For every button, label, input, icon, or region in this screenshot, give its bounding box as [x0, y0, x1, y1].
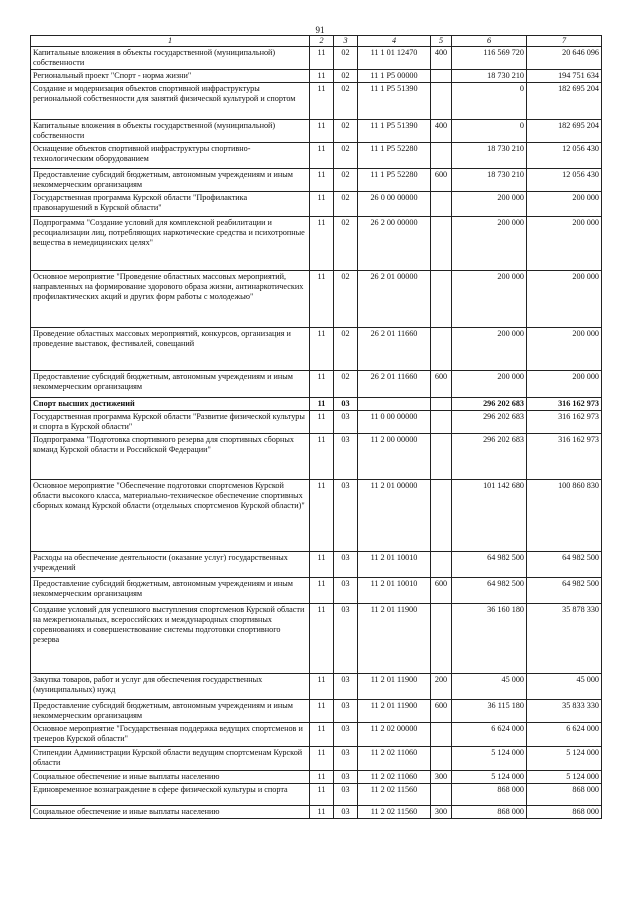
amount-year-1: 0	[452, 83, 527, 120]
amount-year-2: 182 695 204	[527, 83, 602, 120]
subsection-code: 03	[334, 604, 358, 674]
subsection-code: 03	[334, 434, 358, 480]
amount-year-2: 868 000	[527, 806, 602, 819]
section-code: 11	[310, 47, 334, 70]
amount-year-2: 200 000	[527, 328, 602, 371]
amount-year-2: 200 000	[527, 217, 602, 271]
expense-type-code: 400	[431, 120, 452, 143]
table-row	[31, 806, 602, 819]
amount-year-1: 200 000	[452, 271, 527, 328]
target-article-code: 11 2 02 11560	[358, 784, 431, 806]
amount-year-1: 36 160 180	[452, 604, 527, 674]
amount-year-2: 64 982 500	[527, 552, 602, 578]
subsection-code: 02	[334, 217, 358, 271]
section-code: 11	[310, 674, 334, 700]
expense-type-code	[431, 192, 452, 217]
amount-year-1: 45 000	[452, 674, 527, 700]
subsection-code: 03	[334, 480, 358, 552]
amount-year-2: 316 162 973	[527, 398, 602, 411]
subsection-code: 03	[334, 771, 358, 784]
expense-type-code: 300	[431, 771, 452, 784]
amount-year-1: 64 982 500	[452, 552, 527, 578]
target-article-code: 11 2 01 11900	[358, 700, 431, 723]
target-article-code: 26 0 00 00000	[358, 192, 431, 217]
target-article-code: 11 1 P5 52280	[358, 169, 431, 192]
amount-year-2: 64 982 500	[527, 578, 602, 604]
amount-year-1: 116 569 720	[452, 47, 527, 70]
section-code: 11	[310, 578, 334, 604]
table-row	[31, 328, 602, 371]
row-name: Социальное обеспечение и иные выплаты населению	[31, 806, 310, 819]
budget-table	[30, 35, 602, 819]
expense-type-code	[431, 604, 452, 674]
row-name: Капитальные вложения в объекты государственной (муниципальной) собственности	[31, 120, 310, 143]
row-name: Закупка товаров, работ и услуг для обеспечения государственных (муниципальных) нужд	[31, 674, 310, 700]
subsection-code: 03	[334, 674, 358, 700]
subsection-code: 03	[334, 700, 358, 723]
target-article-code: 11 2 01 10010	[358, 552, 431, 578]
subsection-code: 03	[334, 411, 358, 434]
table-row	[31, 120, 602, 143]
amount-year-1: 18 730 210	[452, 169, 527, 192]
section-code: 11	[310, 217, 334, 271]
amount-year-1: 36 115 180	[452, 700, 527, 723]
amount-year-1: 868 000	[452, 806, 527, 819]
column-number-row	[31, 36, 602, 47]
table-row	[31, 83, 602, 120]
subsection-code: 03	[334, 398, 358, 411]
row-name: Региональный проект "Спорт - норма жизни"	[31, 70, 310, 83]
amount-year-2: 182 695 204	[527, 120, 602, 143]
subsection-code: 03	[334, 552, 358, 578]
row-name: Основное мероприятие "Государственная поддержка ведущих спортсменов и тренеров Курской области"	[31, 723, 310, 747]
table-row	[31, 398, 602, 411]
amount-year-1: 200 000	[452, 371, 527, 398]
subsection-code: 03	[334, 784, 358, 806]
amount-year-2: 45 000	[527, 674, 602, 700]
page-number: 91	[315, 25, 325, 35]
section-code: 11	[310, 784, 334, 806]
target-article-code: 11 2 02 11060	[358, 771, 431, 784]
table-body	[31, 47, 602, 819]
amount-year-2: 100 860 830	[527, 480, 602, 552]
column-number: 2	[310, 36, 334, 47]
amount-year-2: 35 878 330	[527, 604, 602, 674]
table-row	[31, 604, 602, 674]
amount-year-1: 200 000	[452, 217, 527, 271]
amount-year-1: 0	[452, 120, 527, 143]
row-name: Подпрограмма "Подготовка спортивного резерва для спортивных сборных команд Курской области и Российской Федерации"	[31, 434, 310, 480]
section-code: 11	[310, 371, 334, 398]
target-article-code: 11 2 00 00000	[358, 434, 431, 480]
target-article-code: 11 2 01 11900	[358, 604, 431, 674]
amount-year-1: 18 730 210	[452, 70, 527, 83]
table-row	[31, 771, 602, 784]
expense-type-code: 600	[431, 578, 452, 604]
target-article-code: 11 2 02 11060	[358, 747, 431, 771]
amount-year-2: 316 162 973	[527, 411, 602, 434]
expense-type-code	[431, 70, 452, 83]
table-row	[31, 434, 602, 480]
expense-type-code	[431, 271, 452, 328]
amount-year-2: 868 000	[527, 784, 602, 806]
amount-year-1: 296 202 683	[452, 398, 527, 411]
row-name: Спорт высших достижений	[31, 398, 310, 411]
amount-year-2: 35 833 330	[527, 700, 602, 723]
subsection-code: 02	[334, 143, 358, 169]
target-article-code: 11 1 P5 00000	[358, 70, 431, 83]
section-code: 11	[310, 398, 334, 411]
row-name: Предоставление субсидий бюджетным, автономным учреждениям и иным некоммерческим организациям	[31, 371, 310, 398]
section-code: 11	[310, 120, 334, 143]
expense-type-code	[431, 784, 452, 806]
amount-year-2: 6 624 000	[527, 723, 602, 747]
amount-year-2: 20 646 096	[527, 47, 602, 70]
table-row	[31, 723, 602, 747]
expense-type-code	[431, 434, 452, 480]
target-article-code: 11 2 02 11560	[358, 806, 431, 819]
row-name: Государственная программа Курской области "Развитие физической культуры и спорта в Курской области"	[31, 411, 310, 434]
target-article-code: 11 1 P5 52280	[358, 143, 431, 169]
amount-year-1: 200 000	[452, 328, 527, 371]
amount-year-1: 5 124 000	[452, 747, 527, 771]
expense-type-code	[431, 723, 452, 747]
amount-year-1: 64 982 500	[452, 578, 527, 604]
row-name: Государственная программа Курской области "Профилактика правонарушений в Курской области"	[31, 192, 310, 217]
subsection-code: 02	[334, 371, 358, 398]
row-name: Основное мероприятие "Обеспечение подготовки спортсменов Курской области высокого класса, материально-техническое обеспечение спортивных сборных команд Курской области (отдельных спортсменов Курской области)"	[31, 480, 310, 552]
expense-type-code	[431, 747, 452, 771]
table-row	[31, 192, 602, 217]
expense-type-code	[431, 83, 452, 120]
table-row	[31, 169, 602, 192]
amount-year-2: 200 000	[527, 371, 602, 398]
section-code: 11	[310, 83, 334, 120]
row-name: Основное мероприятие "Проведение областных массовых мероприятий, направленных на формирование здорового образа жизни, антинаркотических профилактических акций и других форм работы с молодежью"	[31, 271, 310, 328]
target-article-code: 11 2 02 00000	[358, 723, 431, 747]
section-code: 11	[310, 434, 334, 480]
column-number: 7	[527, 36, 602, 47]
table-row	[31, 747, 602, 771]
row-name: Создание и модернизация объектов спортивной инфраструктуры региональной собственности для занятий физической культурой и спортом	[31, 83, 310, 120]
amount-year-2: 5 124 000	[527, 747, 602, 771]
expense-type-code	[431, 552, 452, 578]
amount-year-1: 101 142 680	[452, 480, 527, 552]
section-code: 11	[310, 480, 334, 552]
table-row	[31, 371, 602, 398]
expense-type-code: 600	[431, 371, 452, 398]
amount-year-1: 6 624 000	[452, 723, 527, 747]
row-name: Капитальные вложения в объекты государственной (муниципальной) собственности	[31, 47, 310, 70]
amount-year-1: 868 000	[452, 784, 527, 806]
column-number: 1	[31, 36, 310, 47]
section-code: 11	[310, 70, 334, 83]
target-article-code: 11 2 01 10010	[358, 578, 431, 604]
amount-year-1: 296 202 683	[452, 434, 527, 480]
section-code: 11	[310, 169, 334, 192]
row-name: Создание условий для успешного выступления спортсменов Курской области на межрегиональных, всероссийских и международных спортивных соревнованиях и совершенствование системы подготовки спортивного резерва	[31, 604, 310, 674]
expense-type-code: 600	[431, 700, 452, 723]
subsection-code: 02	[334, 271, 358, 328]
section-code: 11	[310, 806, 334, 819]
table-row	[31, 700, 602, 723]
table-row	[31, 47, 602, 70]
row-name: Социальное обеспечение и иные выплаты населению	[31, 771, 310, 784]
row-name: Стипендии Администрации Курской области ведущим спортсменам Курской области	[31, 747, 310, 771]
row-name: Предоставление субсидий бюджетным, автономным учреждениям и иным некоммерческим организациям	[31, 700, 310, 723]
table-row	[31, 552, 602, 578]
expense-type-code	[431, 328, 452, 371]
amount-year-1: 200 000	[452, 192, 527, 217]
target-article-code: 26 2 01 11660	[358, 371, 431, 398]
target-article-code: 11 1 P5 51390	[358, 83, 431, 120]
table-row	[31, 411, 602, 434]
amount-year-2: 200 000	[527, 192, 602, 217]
expense-type-code: 400	[431, 47, 452, 70]
row-name: Предоставление субсидий бюджетным, автономным учреждениям и иным некоммерческим организациям	[31, 578, 310, 604]
subsection-code: 02	[334, 70, 358, 83]
row-name: Оснащение объектов спортивной инфраструктуры спортивно-технологическим оборудованием	[31, 143, 310, 169]
section-code: 11	[310, 411, 334, 434]
amount-year-2: 12 056 430	[527, 143, 602, 169]
target-article-code: 11 2 01 11900	[358, 674, 431, 700]
amount-year-1: 18 730 210	[452, 143, 527, 169]
subsection-code: 03	[334, 578, 358, 604]
column-number: 5	[431, 36, 452, 47]
expense-type-code: 300	[431, 806, 452, 819]
section-code: 11	[310, 552, 334, 578]
amount-year-2: 200 000	[527, 271, 602, 328]
subsection-code: 02	[334, 169, 358, 192]
column-number: 3	[334, 36, 358, 47]
subsection-code: 03	[334, 806, 358, 819]
section-code: 11	[310, 143, 334, 169]
subsection-code: 03	[334, 747, 358, 771]
target-article-code: 26 2 01 11660	[358, 328, 431, 371]
row-name: Предоставление субсидий бюджетным, автономным учреждениям и иным некоммерческим организациям	[31, 169, 310, 192]
expense-type-code: 600	[431, 169, 452, 192]
subsection-code: 02	[334, 120, 358, 143]
target-article-code: 11 1 P5 51390	[358, 120, 431, 143]
column-number: 6	[452, 36, 527, 47]
section-code: 11	[310, 723, 334, 747]
subsection-code: 02	[334, 192, 358, 217]
amount-year-2: 316 162 973	[527, 434, 602, 480]
table-row	[31, 480, 602, 552]
row-name: Проведение областных массовых мероприятий, конкурсов, организация и проведение выставок, фестивалей, совещаний	[31, 328, 310, 371]
expense-type-code: 200	[431, 674, 452, 700]
section-code: 11	[310, 604, 334, 674]
table-row	[31, 784, 602, 806]
target-article-code: 11 1 01 12470	[358, 47, 431, 70]
subsection-code: 02	[334, 83, 358, 120]
amount-year-2: 12 056 430	[527, 169, 602, 192]
target-article-code: 11 0 00 00000	[358, 411, 431, 434]
section-code: 11	[310, 700, 334, 723]
table-row	[31, 271, 602, 328]
amount-year-1: 296 202 683	[452, 411, 527, 434]
column-number: 4	[358, 36, 431, 47]
amount-year-1: 5 124 000	[452, 771, 527, 784]
table-row	[31, 674, 602, 700]
expense-type-code	[431, 480, 452, 552]
expense-type-code	[431, 143, 452, 169]
target-article-code: 26 2 01 00000	[358, 271, 431, 328]
subsection-code: 02	[334, 47, 358, 70]
subsection-code: 03	[334, 723, 358, 747]
subsection-code: 02	[334, 328, 358, 371]
table-row	[31, 143, 602, 169]
table-row	[31, 578, 602, 604]
amount-year-2: 5 124 000	[527, 771, 602, 784]
expense-type-code	[431, 217, 452, 271]
row-name: Подпрограмма "Создание условий для комплексной реабилитации и ресоциализации лиц, потребляющих наркотические средства и психотропные вещества в немедицинских целях"	[31, 217, 310, 271]
section-code: 11	[310, 747, 334, 771]
section-code: 11	[310, 771, 334, 784]
target-article-code: 26 2 00 00000	[358, 217, 431, 271]
amount-year-2: 194 751 634	[527, 70, 602, 83]
row-name: Расходы на обеспечение деятельности (оказание услуг) государственных учреждений	[31, 552, 310, 578]
section-code: 11	[310, 271, 334, 328]
row-name: Единовременное вознаграждение в сфере физической культуры и спорта	[31, 784, 310, 806]
expense-type-code	[431, 398, 452, 411]
section-code: 11	[310, 328, 334, 371]
expense-type-code	[431, 411, 452, 434]
target-article-code	[358, 398, 431, 411]
target-article-code: 11 2 01 00000	[358, 480, 431, 552]
table-row	[31, 217, 602, 271]
table-row	[31, 70, 602, 83]
section-code: 11	[310, 192, 334, 217]
